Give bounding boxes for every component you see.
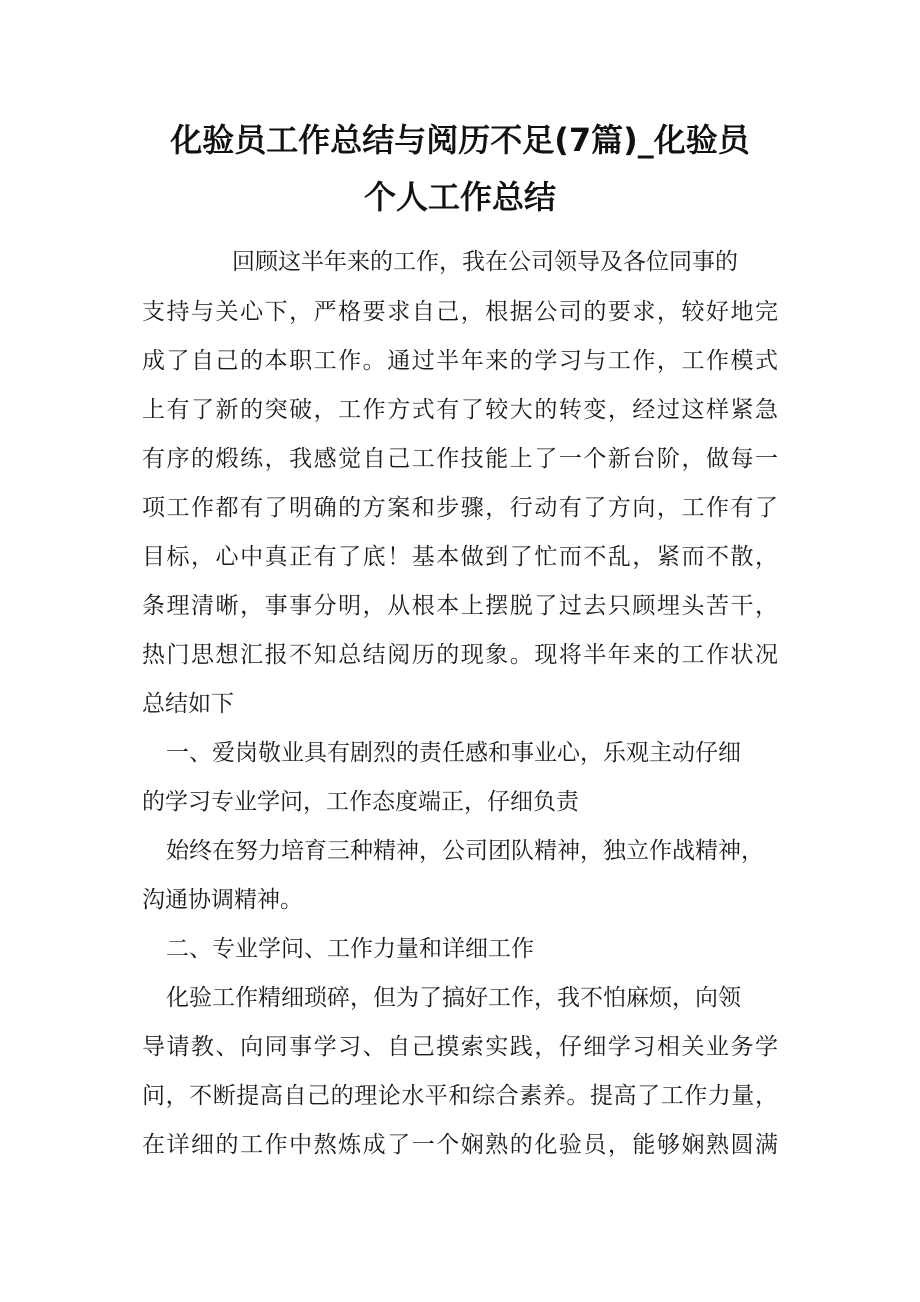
paragraph-line-14: 导请教、向同事学习、自己摸索实践，仔细学习相关业务学	[142, 1034, 778, 1060]
paragraph-line-10: 总结如下	[142, 691, 234, 717]
section-heading-1-line-1: 一、爱岗敬业具有剧烈的责任感和事业心，乐观主动仔细	[166, 740, 741, 766]
paragraph-line-5: 有序的煅练，我感觉自己工作技能上了一个新台阶，做每一	[142, 446, 778, 472]
section-heading-2: 二、专业学问、工作力量和详细工作	[166, 936, 534, 962]
paragraph-line-6: 项工作都有了明确的方案和步骤，行动有了方向，工作有了	[142, 495, 778, 521]
paragraph-line-16: 在详细的工作中熬炼成了一个娴熟的化验员，能够娴熟圆满	[142, 1132, 778, 1158]
document-title-line-1: 化验员工作总结与阅历不足(7篇)_化验员	[170, 121, 750, 159]
paragraph-line-15: 问，不断提高自己的理论水平和综合素养。提高了工作力量，	[142, 1083, 778, 1109]
paragraph-line-7: 目标，心中真正有了底！基本做到了忙而不乱，紧而不散，	[142, 544, 778, 570]
paragraph-line-3: 成了自己的本职工作。通过半年来的学习与工作，工作模式	[142, 348, 778, 374]
paragraph-line-12: 沟通协调精神。	[142, 887, 303, 913]
paragraph-line-8: 条理清晰，事事分明，从根本上摆脱了过去只顾埋头苦干，	[142, 593, 778, 619]
paragraph-line-9: 热门思想汇报不知总结阅历的现象。现将半年来的工作状况	[142, 642, 778, 668]
paragraph-line-13: 化验工作精细琐碎，但为了搞好工作，我不怕麻烦，向领	[166, 985, 741, 1011]
paragraph-line-1: 回顾这半年来的工作，我在公司领导及各位同事的	[232, 249, 738, 275]
paragraph-line-4: 上有了新的突破，工作方式有了较大的转变，经过这样紧急	[142, 397, 778, 423]
document-title-line-2: 个人工作总结	[363, 178, 556, 216]
paragraph-line-2: 支持与关心下，严格要求自己，根据公司的要求，较好地完	[142, 299, 778, 325]
paragraph-line-11: 始终在努力培育三种精神，公司团队精神，独立作战精神，	[166, 838, 764, 864]
section-heading-1-line-2: 的学习专业学问，工作态度端正，仔细负责	[142, 789, 579, 815]
